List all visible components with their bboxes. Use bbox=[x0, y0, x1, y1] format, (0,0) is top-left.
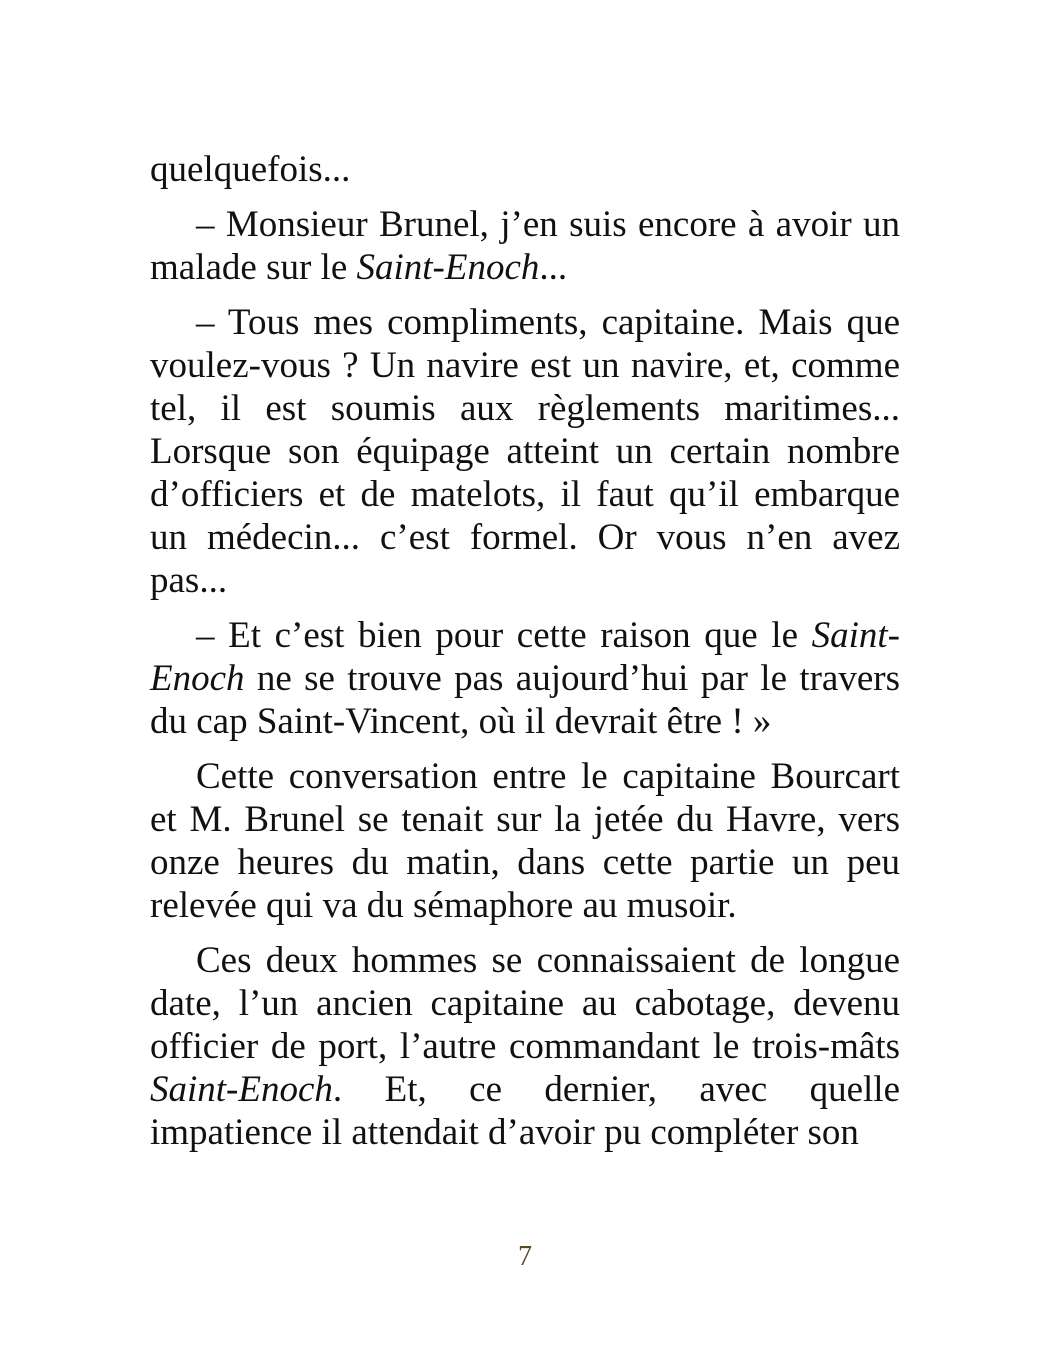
text-segment: – Et c’est bien pour cette raison que le bbox=[196, 615, 812, 656]
ship-name-italic: Saint-Enoch bbox=[356, 247, 540, 288]
text-segment: ... bbox=[539, 247, 568, 288]
ship-name-italic: Saint-Enoch bbox=[150, 1069, 333, 1110]
text-segment: Cette conversation entre le capitaine Bourcart et M. Brunel se tenait sur la jetée du Havre, vers onze heures du matin, dans cette partie un peu relevée qui va du sémaphore au musoir. bbox=[150, 756, 900, 926]
page-number: 7 bbox=[518, 1241, 532, 1272]
paragraph bbox=[150, 939, 900, 1154]
ship-name-italic: Saint-Enoch bbox=[150, 615, 900, 699]
page-body bbox=[150, 148, 900, 1166]
text-segment: – Monsieur Brunel, j’en suis encore à avoir un malade sur le bbox=[150, 204, 900, 288]
paragraph bbox=[150, 203, 900, 289]
paragraph bbox=[150, 148, 900, 191]
text-segment: – Tous mes compliments, capitaine. Mais que voulez-vous ? Un navire est un navire, et, comme tel, il est soumis aux règlements maritimes... Lorsque son équipage atteint un certain nombre d’officiers et de matelots, il faut qu’il embarque un médecin... c’est formel. Or vous n’en avez pas... bbox=[150, 302, 900, 601]
paragraph bbox=[150, 301, 900, 602]
text-segment: ne se trouve pas aujourd’hui par le travers du cap Saint-Vincent, où il devrait être ! » bbox=[150, 658, 900, 742]
text-segment: Ces deux hommes se connaissaient de longue date, l’un ancien capitaine au cabotage, devenu officier de port, l’autre commandant le trois-mâts bbox=[150, 940, 900, 1067]
paragraph bbox=[150, 614, 900, 743]
text-segment: . Et, ce dernier, avec quelle impatience il attendait d’avoir pu compléter son bbox=[150, 1069, 900, 1153]
text-segment: quelquefois... bbox=[150, 149, 351, 190]
paragraph bbox=[150, 755, 900, 927]
